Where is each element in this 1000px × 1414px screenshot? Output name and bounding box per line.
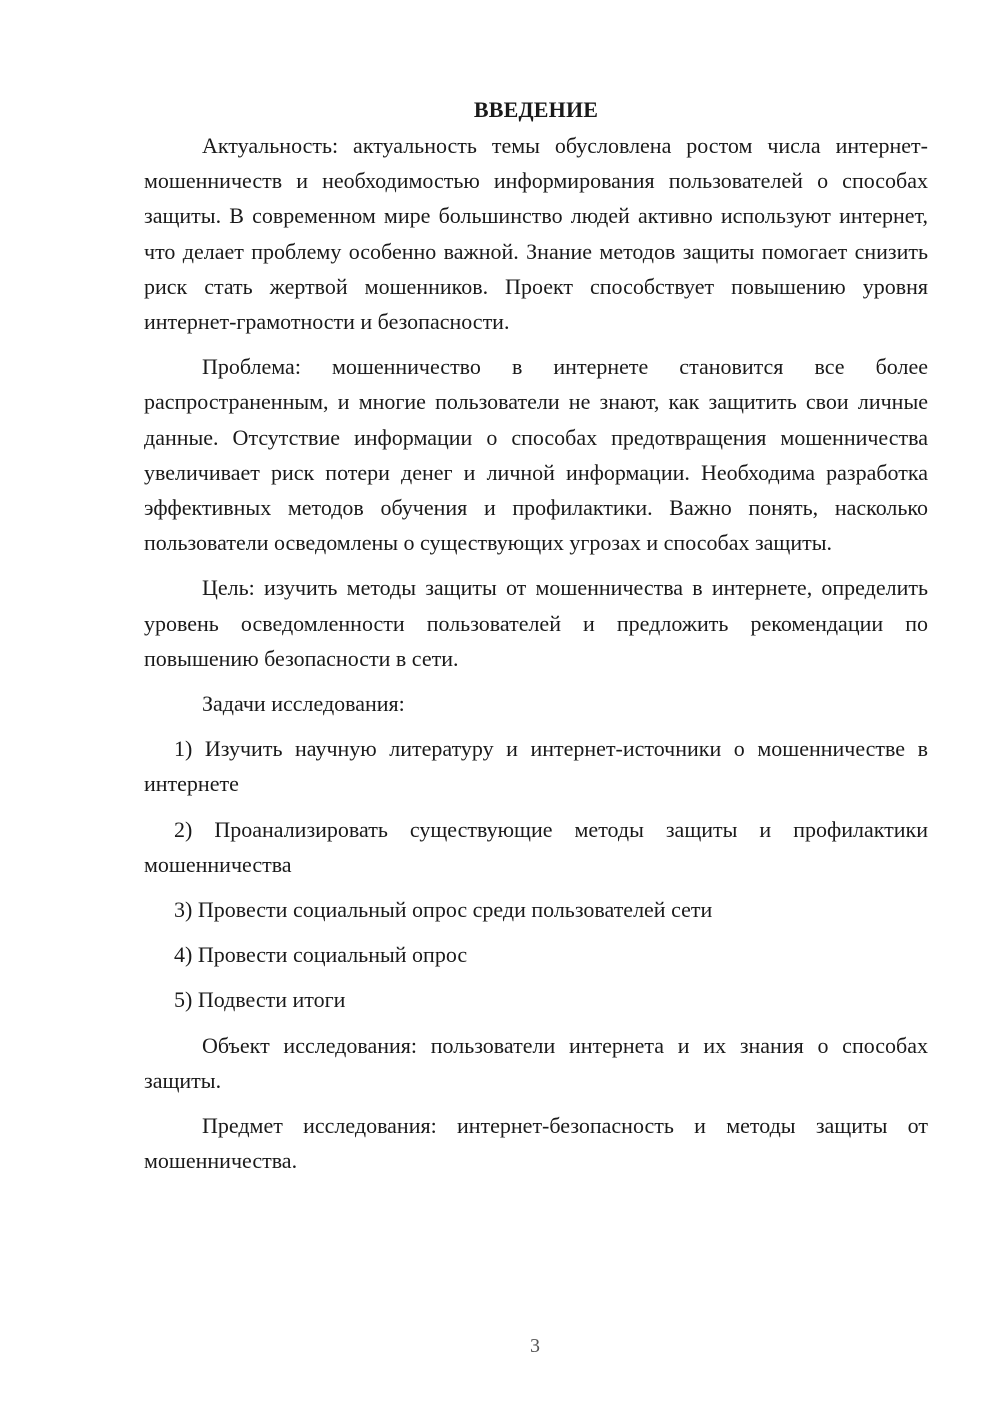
list-item: 1) Изучить научную литературу и интернет-источники о мошенничестве в интернете: [144, 736, 928, 797]
paragraph-problem: Проблема: мошенничество в интернете становится все более распространенным, и многие пользователи не знают, как защитить свои личные данные. Отсутствие информации о способах предотвращения мошенничества увеличивает риск потери денег и личной информации. Необходима разработка эффективных методов обучения и профилактики. Важно понять, насколько пользователи осведомлены о существующих угрозах и способах защиты.: [144, 354, 928, 556]
list-item: 2) Проанализировать существующие методы защиты и профилактики мошенничества: [144, 816, 928, 877]
list-item: 5) Подвести итоги: [174, 987, 346, 1013]
paragraph-subject: Предмет исследования: интернет-безопасность и методы защиты от мошенничества.: [144, 1113, 928, 1174]
paragraph-goal: Цель: изучить методы защиты от мошенничества в интернете, определить уровень осведомленности пользователей и предложить рекомендации по повышению безопасности в сети.: [144, 575, 928, 671]
page-number: 3: [530, 1335, 540, 1357]
page-content: [144, 94, 928, 1188]
paragraph-relevance: Актуальность: актуальность темы обусловлена ростом числа интернет-мошенничеств и необходимостью информирования пользователей о способах защиты. В современном мире большинство людей активно используют интернет, что делает проблему особенно важной. Знание методов защиты помогает снизить риск стать жертвой мошенников. Проект способствует повышению уровня интернет-грамотности и безопасности.: [144, 133, 928, 335]
paragraph-tasks-intro: Задачи исследования:: [202, 691, 405, 717]
paragraph-object: Объект исследования: пользователи интернета и их знания о способах защиты.: [144, 1032, 928, 1093]
section-heading: ВВЕДЕНИЕ: [473, 97, 599, 122]
list-item: 3) Провести социальный опрос среди пользователей сети: [174, 897, 713, 923]
tasks-list: [144, 731, 928, 1017]
list-item: 4) Провести социальный опрос: [174, 942, 468, 968]
